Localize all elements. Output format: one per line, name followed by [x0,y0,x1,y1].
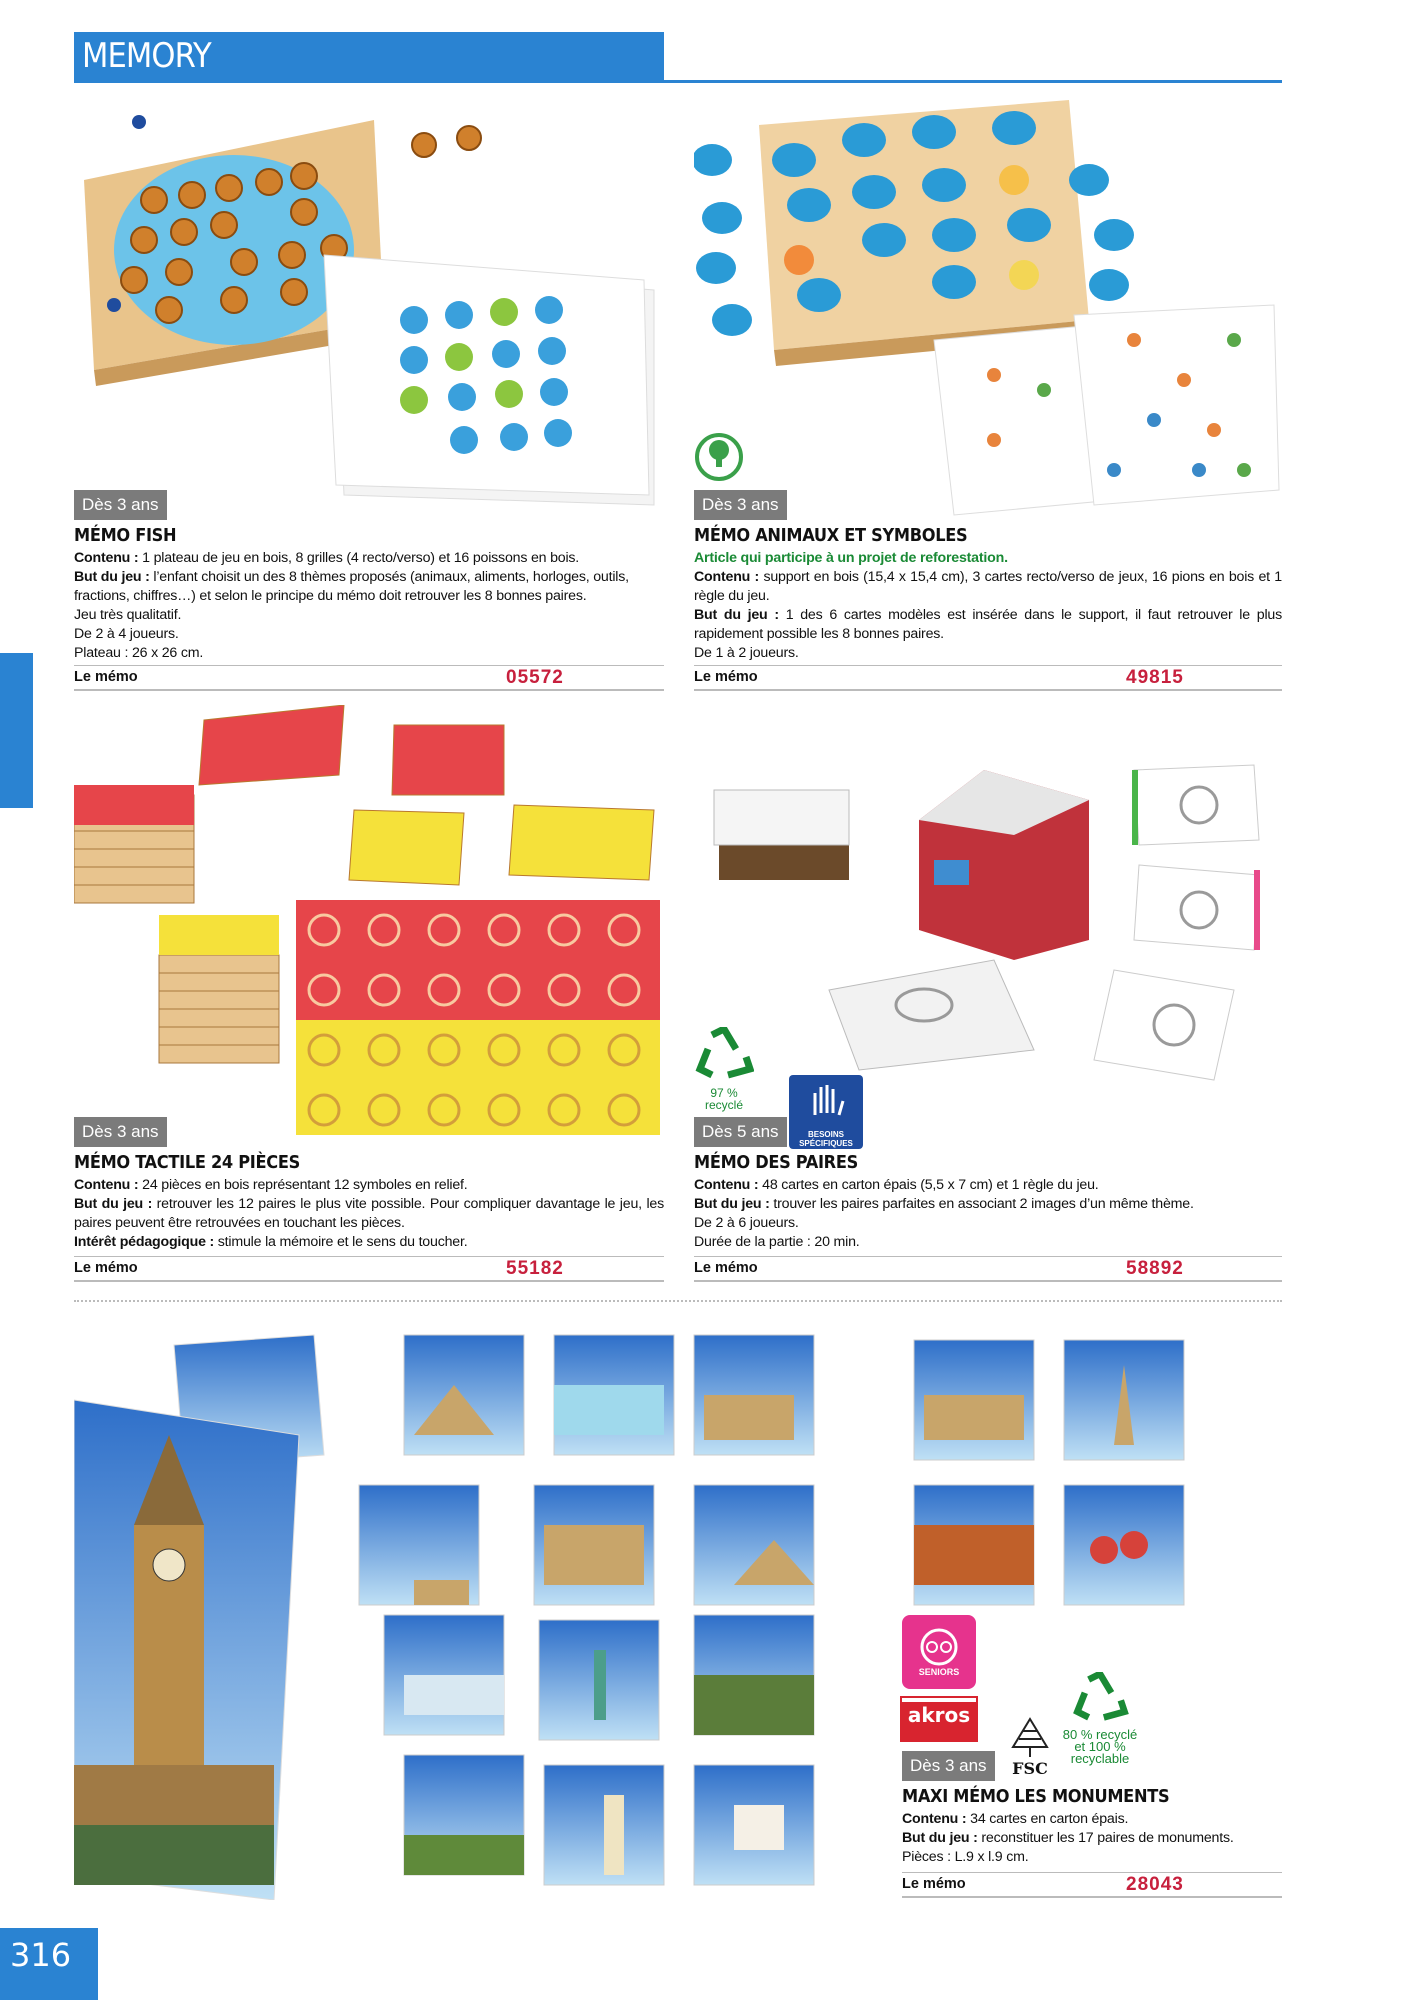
reference-code: 55182 [506,1258,564,1279]
section-divider [74,1300,1282,1302]
reference-line [902,1872,1282,1898]
age-badge: Dès 3 ans [902,1751,995,1781]
reference-line [74,1256,664,1282]
product-title: MÉMO ANIMAUX ET SYMBOLES [694,525,968,546]
age-badge: Dès 5 ans [694,1117,787,1147]
fsc-logo: FSC [1000,1717,1060,1777]
product-title: MAXI MÉMO LES MONUMENTS [902,1786,1170,1807]
product-description: Contenu : 1 plateau de jeu en bois, 8 grilles (4 recto/verso) et 16 poissons en bois. But du jeu : l’enfant choisit un des 8 thèmes proposés (animaux, aliments, horloges, outils, fractions, chiffres…) et selon le principe du mémo doit retrouver les 8 bonnes paires. Jeu très qualitatif. De 2 à 4 joueurs. Plateau : 26 x 26 cm. [74,550,629,661]
product-title: MÉMO DES PAIRES [694,1152,858,1173]
product-description: Contenu : 34 cartes en carton épais. But du jeu : reconstituer les 17 paires de monuments. Pièces : L.9 x l.9 cm. [902,1811,1234,1865]
product-description: Contenu : 48 cartes en carton épais (5,5 x 7 cm) et 1 règle du jeu. But du jeu : trouver les paires parfaites en associant 2 images d’un même thème. De 2 à 6 joueurs. Durée de la partie : 20 min. [694,1177,1194,1250]
tree-icon [1005,1717,1055,1757]
memo-animaux-image [694,100,1284,520]
side-tab [0,653,33,808]
reference-code: 49815 [1126,667,1184,688]
reference-line [694,1256,1282,1282]
hand-icon [789,1075,863,1125]
reference-code: 05572 [506,667,564,688]
reference-line [694,665,1282,691]
memo-tactile-image [74,705,664,1135]
reference-label: Le mémo [694,669,758,685]
reference-line [74,665,664,691]
age-badge: Dès 3 ans [74,1117,167,1147]
reference-label: Le mémo [694,1260,758,1276]
memo-paires-image [694,760,1284,1100]
reference-label: Le mémo [74,669,138,685]
recycle-icon: 80 % recyclé et 100 % recyclable [1060,1672,1140,1782]
page-number: 316 [10,1936,72,1974]
product-description: Contenu : 24 pièces en bois représentant 12 symboles en relief. But du jeu : retrouver les 12 paires le plus vite possible. Pour compliquer davantage le jeu, les paires peuvent être retrouvées en touchant les pièces. Intérêt pédagogique : stimule la mémoire et le sens du toucher. [74,1177,664,1250]
product-title: MÉMO FISH [74,525,177,546]
reference-label: Le mémo [902,1876,966,1892]
seniors-badge: SENIORS [902,1615,976,1689]
header-rule [74,80,1282,83]
reference-label: Le mémo [74,1260,138,1276]
product-title: MÉMO TACTILE 24 PIÈCES [74,1152,300,1173]
page-title: MEMORY [82,36,211,76]
besoins-specifiques-badge: BESOINS SPÉCIFIQUES [789,1075,863,1149]
age-badge: Dès 3 ans [74,490,167,520]
senior-face-icon [917,1627,961,1667]
age-badge: Dès 3 ans [694,490,787,520]
reference-code: 28043 [1126,1874,1184,1895]
akros-logo: akros [902,1698,976,1740]
recycle-icon: 97 % recyclé [694,1027,754,1107]
product-description: Article qui participe à un projet de reforestation. Contenu : support en bois (15,4 x 15,4 cm), 3 cartes recto/verso de jeux, 16 pions en bois et 1 règle du jeu. But du jeu : 1 des 6 cartes modèles est insérée dans le support, il faut retrouver le plus rapidement possible les 8 bonnes paires. De 1 à 2 joueurs. [694,550,1282,661]
reference-code: 58892 [1126,1258,1184,1279]
memo-fish-image [74,100,664,510]
